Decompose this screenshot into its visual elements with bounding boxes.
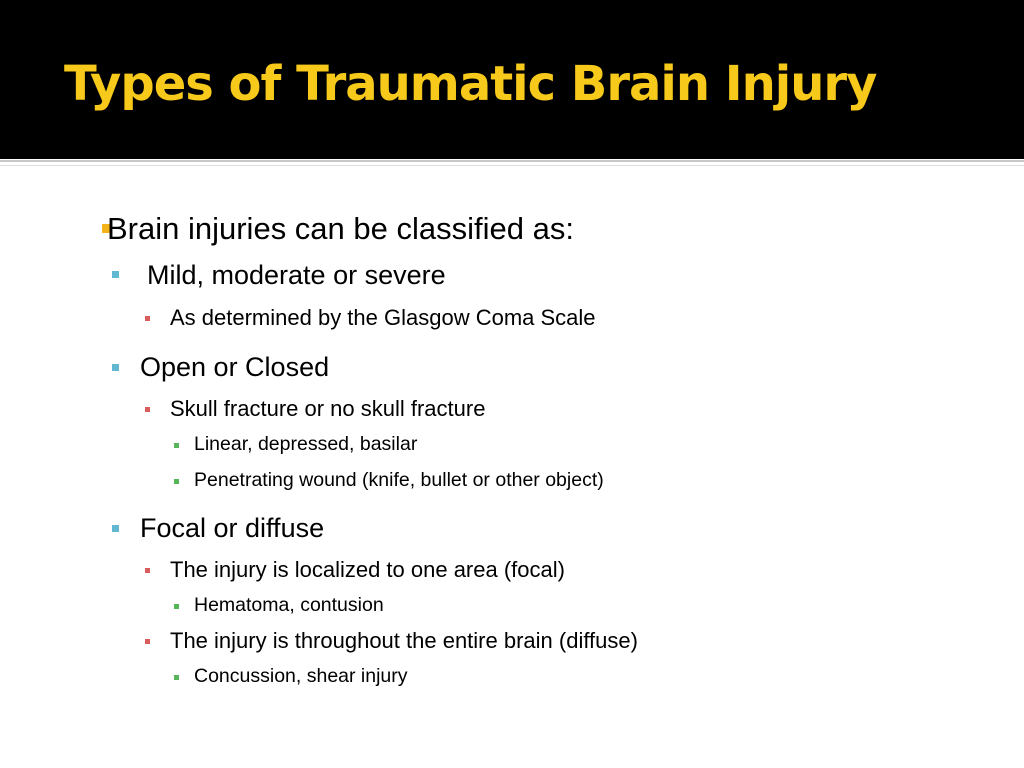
bullet-text-level3: The injury is throughout the entire brain (diffuse): [170, 628, 638, 653]
bullet-marker-level3: [145, 316, 150, 321]
bullet-text-level1: Brain injuries can be classified as:: [107, 211, 574, 246]
bullet-marker-level3: [145, 639, 150, 644]
header-divider-thin: [0, 165, 1024, 166]
bullet-text-level3: As determined by the Glasgow Coma Scale: [170, 305, 596, 330]
bullet-marker-level4: [174, 443, 179, 448]
bullet-marker-level2: [112, 271, 119, 278]
bullet-text-level4: Linear, depressed, basilar: [194, 433, 418, 455]
bullet-marker-level2: [112, 525, 119, 532]
bullet-text-level4: Penetrating wound (knife, bullet or other object): [194, 469, 604, 491]
bullet-text-level4: Concussion, shear injury: [194, 665, 408, 687]
bullet-text-level4: Hematoma, contusion: [194, 594, 384, 616]
header-divider: [0, 160, 1024, 162]
bullet-marker-level2: [112, 364, 119, 371]
bullet-text-level2: Focal or diffuse: [140, 513, 325, 543]
bullet-marker-level4: [174, 675, 179, 680]
bullet-marker-level4: [174, 479, 179, 484]
slide-title: Types of Traumatic Brain Injury: [64, 56, 877, 112]
bullet-marker-level4: [174, 604, 179, 609]
bullet-text-level3: Skull fracture or no skull fracture: [170, 396, 486, 421]
title-bar: [0, 0, 1024, 159]
bullet-text-level2: Open or Closed: [140, 352, 330, 382]
bullet-text-level2: Mild, moderate or severe: [147, 260, 446, 290]
bullet-text-level3: The injury is localized to one area (focal): [170, 557, 565, 582]
bullet-marker-level3: [145, 407, 150, 412]
bullet-marker-level3: [145, 568, 150, 573]
